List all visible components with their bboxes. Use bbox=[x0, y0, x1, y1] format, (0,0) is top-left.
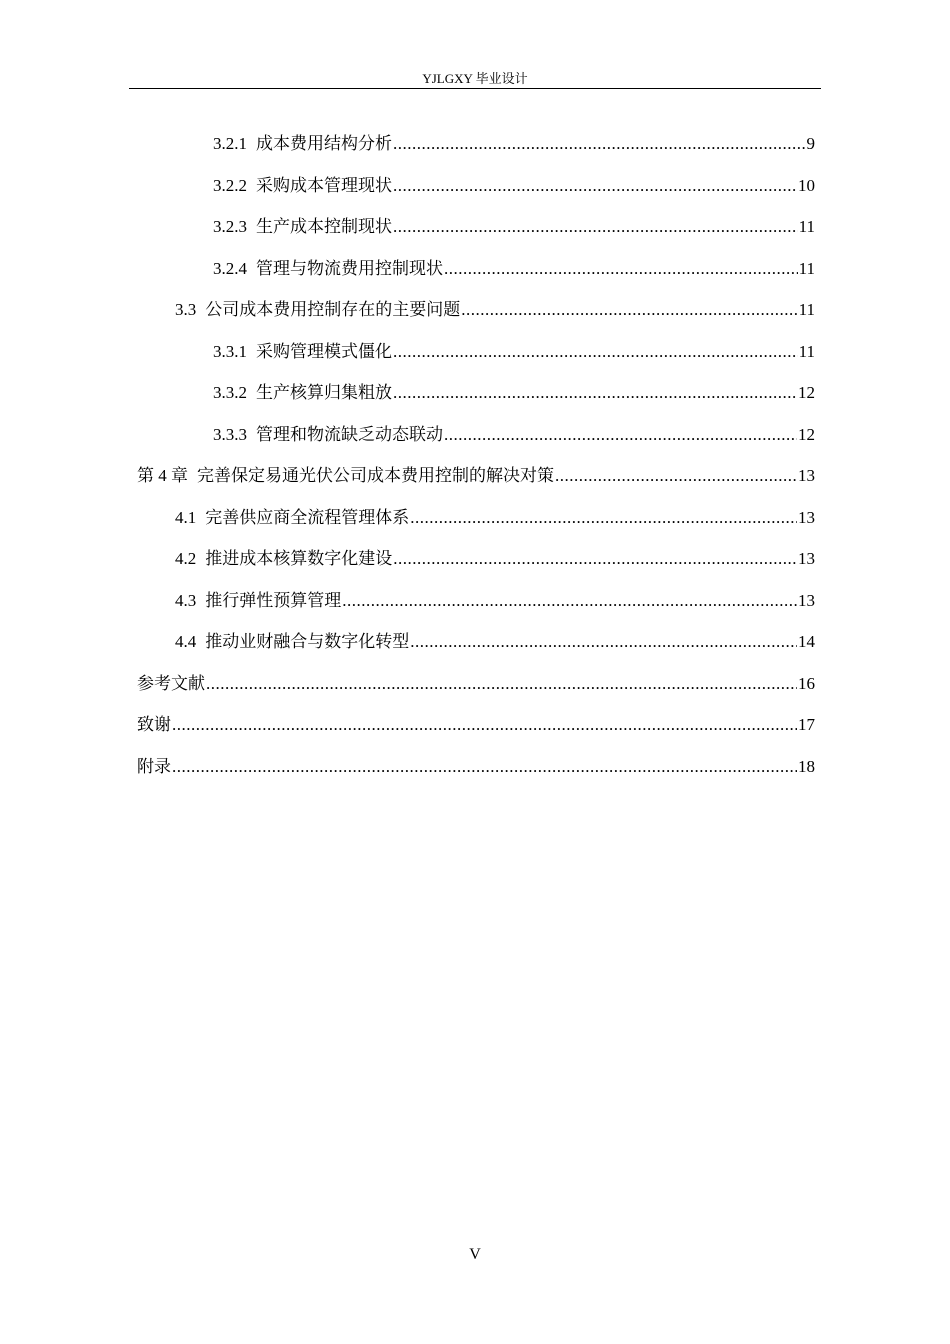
toc-dot-leader bbox=[555, 464, 797, 488]
toc-dot-leader bbox=[393, 174, 797, 198]
toc-entry-title: 致谢 bbox=[137, 715, 171, 734]
toc-entry-number: 3.3 bbox=[175, 300, 197, 319]
toc-dot-leader bbox=[342, 589, 797, 613]
toc-entry-title: 成本费用结构分析 bbox=[256, 134, 392, 153]
toc-entry[interactable] bbox=[137, 713, 815, 737]
toc-entry-number: 第 4 章 bbox=[137, 466, 188, 485]
page-header: YJLGXY 毕业设计 bbox=[422, 71, 528, 86]
toc-entry[interactable] bbox=[213, 423, 815, 447]
toc-entry-page: 11 bbox=[798, 258, 815, 278]
toc-entry-number: 4.3 bbox=[175, 590, 197, 610]
toc-entry-page: 12 bbox=[798, 383, 815, 402]
toc-entry-title: 参考文献 bbox=[137, 673, 205, 693]
toc-entry-page: 10 bbox=[798, 175, 815, 195]
page-number: V bbox=[469, 1246, 481, 1263]
toc-entry[interactable] bbox=[213, 381, 815, 405]
toc-dot-leader bbox=[393, 340, 798, 364]
toc-entry-page: 9 bbox=[806, 134, 815, 153]
toc-dot-leader bbox=[410, 630, 797, 654]
toc-entry-number: 3.3.1 bbox=[213, 341, 247, 361]
toc-entry[interactable] bbox=[175, 298, 815, 322]
toc-dot-leader bbox=[393, 215, 798, 239]
toc-dot-leader bbox=[206, 672, 797, 696]
toc-entry-page: 16 bbox=[798, 673, 815, 693]
toc-entry[interactable] bbox=[175, 547, 815, 571]
toc-dot-leader bbox=[444, 257, 798, 281]
toc-entry-page: 13 bbox=[798, 466, 815, 485]
toc-entry-title: 采购管理模式僵化 bbox=[256, 341, 392, 361]
toc-dot-leader bbox=[410, 506, 797, 530]
toc-entry-number: 3.2.4 bbox=[213, 258, 247, 278]
toc-entry-title: 推进成本核算数字化建设 bbox=[205, 549, 393, 568]
toc-entry-number: 3.2.3 bbox=[213, 217, 247, 236]
toc-entry[interactable] bbox=[175, 506, 815, 530]
toc-entry-title: 推动业财融合与数字化转型 bbox=[205, 632, 410, 651]
toc-entry[interactable] bbox=[137, 464, 815, 488]
header-rule bbox=[129, 88, 821, 89]
toc-entry[interactable] bbox=[175, 589, 815, 613]
toc-entry-title: 生产核算归集粗放 bbox=[256, 383, 392, 402]
toc-dot-leader bbox=[444, 423, 797, 447]
toc-entry-page: 13 bbox=[798, 507, 815, 527]
toc-entry[interactable] bbox=[213, 132, 815, 156]
toc-entry-number: 4.1 bbox=[175, 507, 197, 527]
toc-entry-page: 11 bbox=[798, 341, 815, 361]
toc-dot-leader bbox=[461, 298, 797, 322]
toc-entry-page: 11 bbox=[798, 300, 815, 319]
toc-entry-page: 17 bbox=[798, 715, 815, 734]
toc-dot-leader bbox=[393, 381, 797, 405]
toc-entry-title: 附录 bbox=[137, 756, 171, 776]
toc-dot-leader bbox=[172, 755, 797, 779]
toc-entry-title: 推行弹性预算管理 bbox=[205, 590, 342, 610]
toc-entry[interactable] bbox=[213, 257, 815, 281]
toc-entry-page: 12 bbox=[798, 424, 815, 444]
toc-entry-title: 公司成本费用控制存在的主要问题 bbox=[205, 300, 461, 319]
toc-entry-title: 生产成本控制现状 bbox=[256, 217, 392, 236]
toc-entry-number: 3.3.3 bbox=[213, 424, 247, 444]
toc-entry[interactable] bbox=[137, 755, 815, 779]
toc-entry-title: 管理与物流费用控制现状 bbox=[256, 258, 443, 278]
toc-dot-leader bbox=[172, 713, 797, 737]
toc-entry-page: 11 bbox=[798, 217, 815, 236]
toc-entry-title: 管理和物流缺乏动态联动 bbox=[256, 424, 443, 444]
toc-entry-number: 4.4 bbox=[175, 632, 197, 651]
toc-entry-number: 3.3.2 bbox=[213, 383, 247, 402]
toc-entry-page: 18 bbox=[798, 756, 815, 776]
toc-entry[interactable] bbox=[175, 630, 815, 654]
toc-entry[interactable] bbox=[213, 215, 815, 239]
toc-entry[interactable] bbox=[137, 672, 815, 696]
toc-entry-title: 采购成本管理现状 bbox=[256, 175, 392, 195]
toc-entry-page: 14 bbox=[798, 632, 815, 651]
toc-entry-title: 完善供应商全流程管理体系 bbox=[205, 507, 410, 527]
toc-entry-title: 完善保定易通光伏公司成本费用控制的解决对策 bbox=[197, 466, 554, 485]
toc-entry-number: 4.2 bbox=[175, 549, 197, 568]
toc-entry[interactable] bbox=[213, 174, 815, 198]
toc-entry-page: 13 bbox=[798, 590, 815, 610]
toc-dot-leader bbox=[393, 132, 806, 156]
toc-entry-number: 3.2.2 bbox=[213, 175, 247, 195]
toc-dot-leader bbox=[393, 547, 797, 571]
toc-entry-page: 13 bbox=[798, 549, 815, 568]
toc-entry[interactable] bbox=[213, 340, 815, 364]
toc-entry-number: 3.2.1 bbox=[213, 134, 247, 153]
